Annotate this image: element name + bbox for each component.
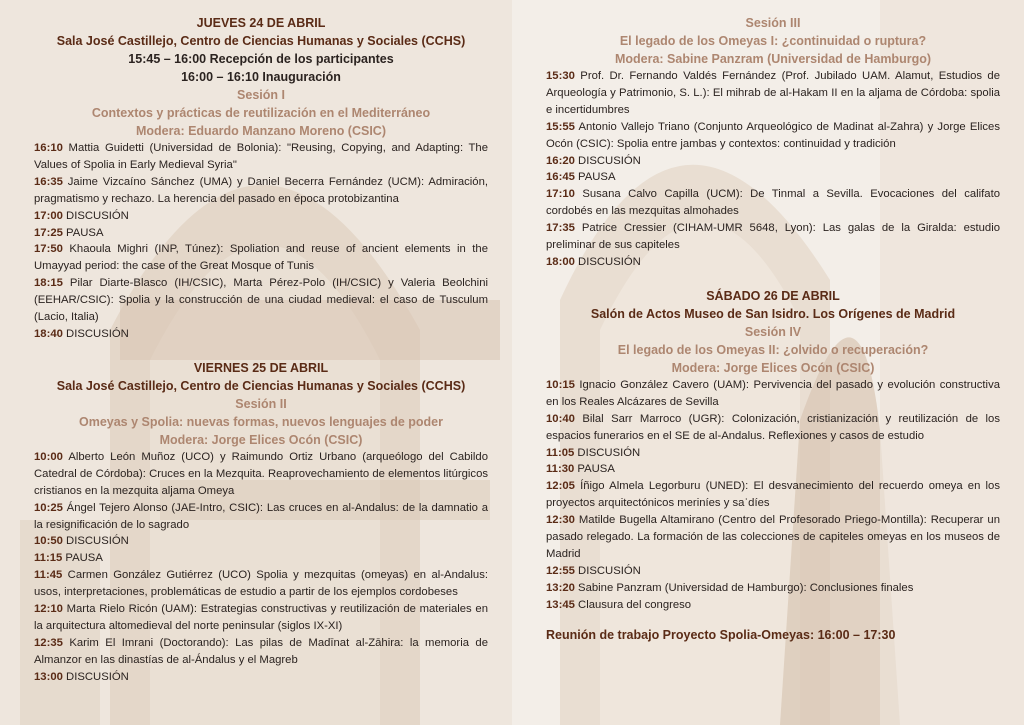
session-3-title: El legado de los Omeyas I: ¿continuidad o ruptura? — [619, 34, 927, 48]
entry-time: 10:50 — [34, 535, 63, 548]
entry-time: 13:20 — [546, 581, 575, 594]
entry-time: 18:15 — [34, 277, 63, 290]
program-entry — [546, 597, 1000, 614]
entry-text: DISCUSIÓN — [62, 209, 129, 222]
entry-time: 17:00 — [34, 209, 63, 222]
entry-text: Ángel Tejero Alonso (JAE-Intro, CSIC): Las cruces en al-Andalus: de la damnatio a la resignificación de lo sagrado — [34, 501, 488, 531]
entry-time: 16:45 — [546, 171, 575, 184]
program-entry — [34, 601, 488, 635]
slot-recepcion: 15:45 – 16:00 Recepción de los participantes — [128, 52, 394, 66]
entry-time: 10:00 — [34, 450, 63, 463]
program-entry — [34, 275, 488, 326]
program-entry — [34, 567, 488, 601]
program-entry — [34, 500, 488, 534]
entry-text: Alberto León Muñoz (UCO) y Raimundo Ortiz Urbano (arqueólogo del Cabildo Catedral de Córdoba): Cruces en la Mezquita. Reaprovechamiento de elementos litúrgicos cristianos en la mezquita aljama Omeya — [34, 450, 488, 497]
entry-text: Bilal Sarr Marroco (UGR): Colonización, cristianización y reutilización de los espacios funerarios en el SE de al-Andalus. Reflexiones y casos de estudio — [546, 412, 1000, 442]
entry-text: Marta Rielo Ricón (UAM): Estrategias constructivas y reutilización de materiales en la arquitectura altomedieval del norte peninsular (siglos IX-XI) — [34, 603, 488, 632]
entry-text: Sabine Panzram (Universidad de Hamburgo): Conclusiones finales — [574, 581, 914, 594]
program-entry — [34, 326, 488, 343]
entry-time: 16:10 — [34, 142, 63, 154]
entry-text: Matilde Bugella Altamirano (Centro del Profesorado Priego-Montilla): Recuperar un pasado relegado. La formación de las colecciones de capiteles omeyas en los museos de Madrid — [546, 514, 1000, 560]
entry-time: 18:40 — [34, 327, 63, 340]
entry-text: DISCUSIÓN — [574, 154, 641, 167]
session-1-moderator: Modera: Eduardo Manzano Moreno (CSIC) — [136, 124, 386, 138]
venue-day2: Sala José Castillejo, Centro de Ciencias Humanas y Sociales (CCHS) — [56, 378, 466, 393]
entry-time: 15:55 — [546, 120, 575, 133]
entry-time: 17:25 — [34, 226, 63, 239]
entry-text: DISCUSIÓN — [574, 564, 641, 577]
entry-time: 11:15 — [34, 552, 63, 565]
program-entry — [546, 512, 1000, 563]
program-entry — [34, 174, 488, 208]
day-title-sabado: SÁBADO 26 DE ABRIL — [706, 288, 840, 303]
entry-text: PAUSA — [62, 226, 104, 239]
entry-time: 12:05 — [546, 480, 575, 493]
session-1-number: Sesión I — [237, 88, 285, 102]
venue-day1: Sala José Castillejo, Centro de Ciencias Humanas y Sociales (CCHS) — [56, 34, 466, 48]
program-entry — [546, 411, 1000, 445]
session-1-title: Contextos y prácticas de reutilización en el Mediterráneo — [91, 106, 431, 120]
program-entry — [34, 225, 488, 242]
entry-text: Karim El Imrani (Doctorando): Las pilas de Madīnat al-Zāhira: la memoria de Almanzor en las dinastías de al-Ándalus y el Magreb — [34, 636, 488, 666]
entry-text: Pilar Diarte-Blasco (IH/CSIC), Marta Pérez-Polo (IH/CSIC) y Valeria Beolchini (EEHAR/CSIC): Spolia y la construcción de una ciudad medieval: el caso de Tusculum (Lacio, Italia) — [34, 277, 488, 324]
entry-time: 15:30 — [546, 70, 575, 82]
program-entry — [546, 478, 1000, 512]
entry-text: DISCUSIÓN — [62, 670, 129, 683]
venue-day3: Salón de Actos Museo de San Isidro. Los Orígenes de Madrid — [590, 306, 956, 321]
program-entry — [34, 635, 488, 669]
program-entry — [546, 461, 1000, 478]
program-entry — [34, 140, 488, 174]
entry-text: Prof. Dr. Fernando Valdés Fernández (Prof. Jubilado UAM. Alamut, Estudios de Arqueología y Patrimonio, S. L.): El mihrab de al-Hakam II en la aljama de Córdoba: spolia e incertidumbres — [546, 70, 1000, 116]
entry-text: Jaime Vizcaíno Sánchez (UMA) y Daniel Becerra Fernández (UCM): Admiración, pragmatismo y rechazo. La herencia del pasado en época protobizantina — [34, 175, 488, 205]
session-2-moderator: Modera: Jorge Elices Ocón (CSIC) — [159, 432, 363, 447]
session-3-number: Sesión III — [745, 16, 801, 30]
entry-time: 10:40 — [546, 412, 575, 425]
entry-text: PAUSA — [574, 171, 616, 184]
program-entry — [34, 533, 488, 550]
entry-time: 18:00 — [546, 255, 575, 268]
entry-time: 12:35 — [34, 636, 63, 649]
program-entry — [34, 550, 488, 567]
entry-time: 11:30 — [546, 463, 575, 476]
entry-text: Carmen González Gutiérrez (UCO) Spolia y mezquitas (omeyas) en al-Andalus: usos, interpretaciones, problemáticas de estudio a partir de los ejemplos cordobeses — [34, 569, 488, 599]
entry-text: DISCUSIÓN — [62, 327, 129, 340]
entry-text: Íñigo Almela Legorburu (UNED): El desvanecimiento del recuerdo omeya en los proyectos arquitectónicos meriníes y saʿdíes — [546, 480, 1000, 510]
right-column — [546, 14, 1000, 644]
entry-time: 16:20 — [546, 154, 575, 167]
session-2-number: Sesión II — [235, 396, 287, 411]
entry-time: 10:25 — [34, 501, 63, 514]
day-title-jueves: JUEVES 24 DE ABRIL — [196, 16, 326, 30]
entry-time: 12:55 — [546, 564, 575, 577]
session-2-title: Omeyas y Spolia: nuevas formas, nuevos lenguajes de poder — [78, 414, 443, 429]
session-4-title: El legado de los Omeyas II: ¿olvido o recuperación? — [617, 342, 929, 357]
reunion-note: Reunión de trabajo Proyecto Spolia-Omeyas: 16:00 – 17:30 — [546, 627, 896, 642]
entry-time: 12:10 — [34, 603, 63, 616]
program-entry — [546, 220, 1000, 254]
entry-time: 16:35 — [34, 175, 63, 188]
entry-time: 13:45 — [546, 598, 575, 611]
program-entry — [34, 241, 488, 275]
program-entry — [546, 119, 1000, 153]
program-entry — [34, 449, 488, 500]
entry-time: 12:30 — [546, 514, 575, 527]
program-entry — [546, 580, 1000, 597]
program-entry — [546, 445, 1000, 462]
program-entry — [34, 669, 488, 686]
program-entry — [34, 208, 488, 225]
program-entry — [546, 186, 1000, 220]
entry-text: Khaoula Mighri (INP, Túnez): Spoliation and reuse of ancient elements in the Umayyad period: the case of the Great Mosque of Tunis — [34, 243, 488, 273]
entry-time: 10:15 — [546, 378, 575, 391]
entry-text: DISCUSIÓN — [574, 446, 641, 459]
entry-text: Ignacio González Cavero (UAM): Pervivencia del pasado y evolución constructiva en los Reales Alcázares de Sevilla — [546, 378, 1000, 408]
entry-time: 11:05 — [546, 446, 575, 459]
entry-text: PAUSA — [62, 552, 103, 565]
day-title-viernes: VIERNES 25 DE ABRIL — [193, 360, 329, 375]
session-4-moderator: Modera: Jorge Elices Ocón (CSIC) — [671, 360, 875, 375]
entry-text: Susana Calvo Capilla (UCM): De Tinmal a Sevilla. Evocaciones del califato cordobés en las mezquitas almohades — [546, 188, 1000, 218]
entry-time: 17:35 — [546, 222, 575, 235]
program-entry — [546, 377, 1000, 411]
entry-text: Patrice Cressier (CIHAM-UMR 5648, Lyon): Las galas de la Giralda: estudio preliminar de sus capiteles — [546, 222, 1000, 252]
entry-time: 11:45 — [34, 569, 63, 582]
session-3-moderator: Modera: Sabine Panzram (Universidad de Hamburgo) — [614, 52, 932, 66]
entry-text: Mattia Guidetti (Universidad de Bolonia): "Reusing, Copying, and Adapting: The Values of Spolia in Early Medieval Syria" — [34, 142, 488, 171]
entry-text: DISCUSIÓN — [574, 255, 641, 268]
program-entry — [546, 68, 1000, 119]
program-entry — [546, 169, 1000, 186]
left-column — [34, 14, 488, 686]
session-4-number: Sesión IV — [744, 324, 802, 339]
entry-text: Clausura del congreso — [574, 598, 692, 611]
program-entry — [546, 563, 1000, 580]
entry-time: 17:50 — [34, 243, 63, 256]
entry-time: 17:10 — [546, 188, 575, 201]
slot-inauguracion: 16:00 – 16:10 Inauguración — [181, 70, 341, 84]
entry-time: 13:00 — [34, 670, 63, 683]
program-entry — [546, 254, 1000, 271]
entry-text: Antonio Vallejo Triano (Conjunto Arqueológico de Madinat al-Zahra) y Jorge Elices Ocón (CSIC): Spolia entre jambas y contextos: continuidad y tradición — [546, 120, 1000, 150]
entry-text: DISCUSIÓN — [62, 535, 129, 548]
program-entry — [546, 153, 1000, 170]
entry-text: PAUSA — [574, 463, 615, 476]
